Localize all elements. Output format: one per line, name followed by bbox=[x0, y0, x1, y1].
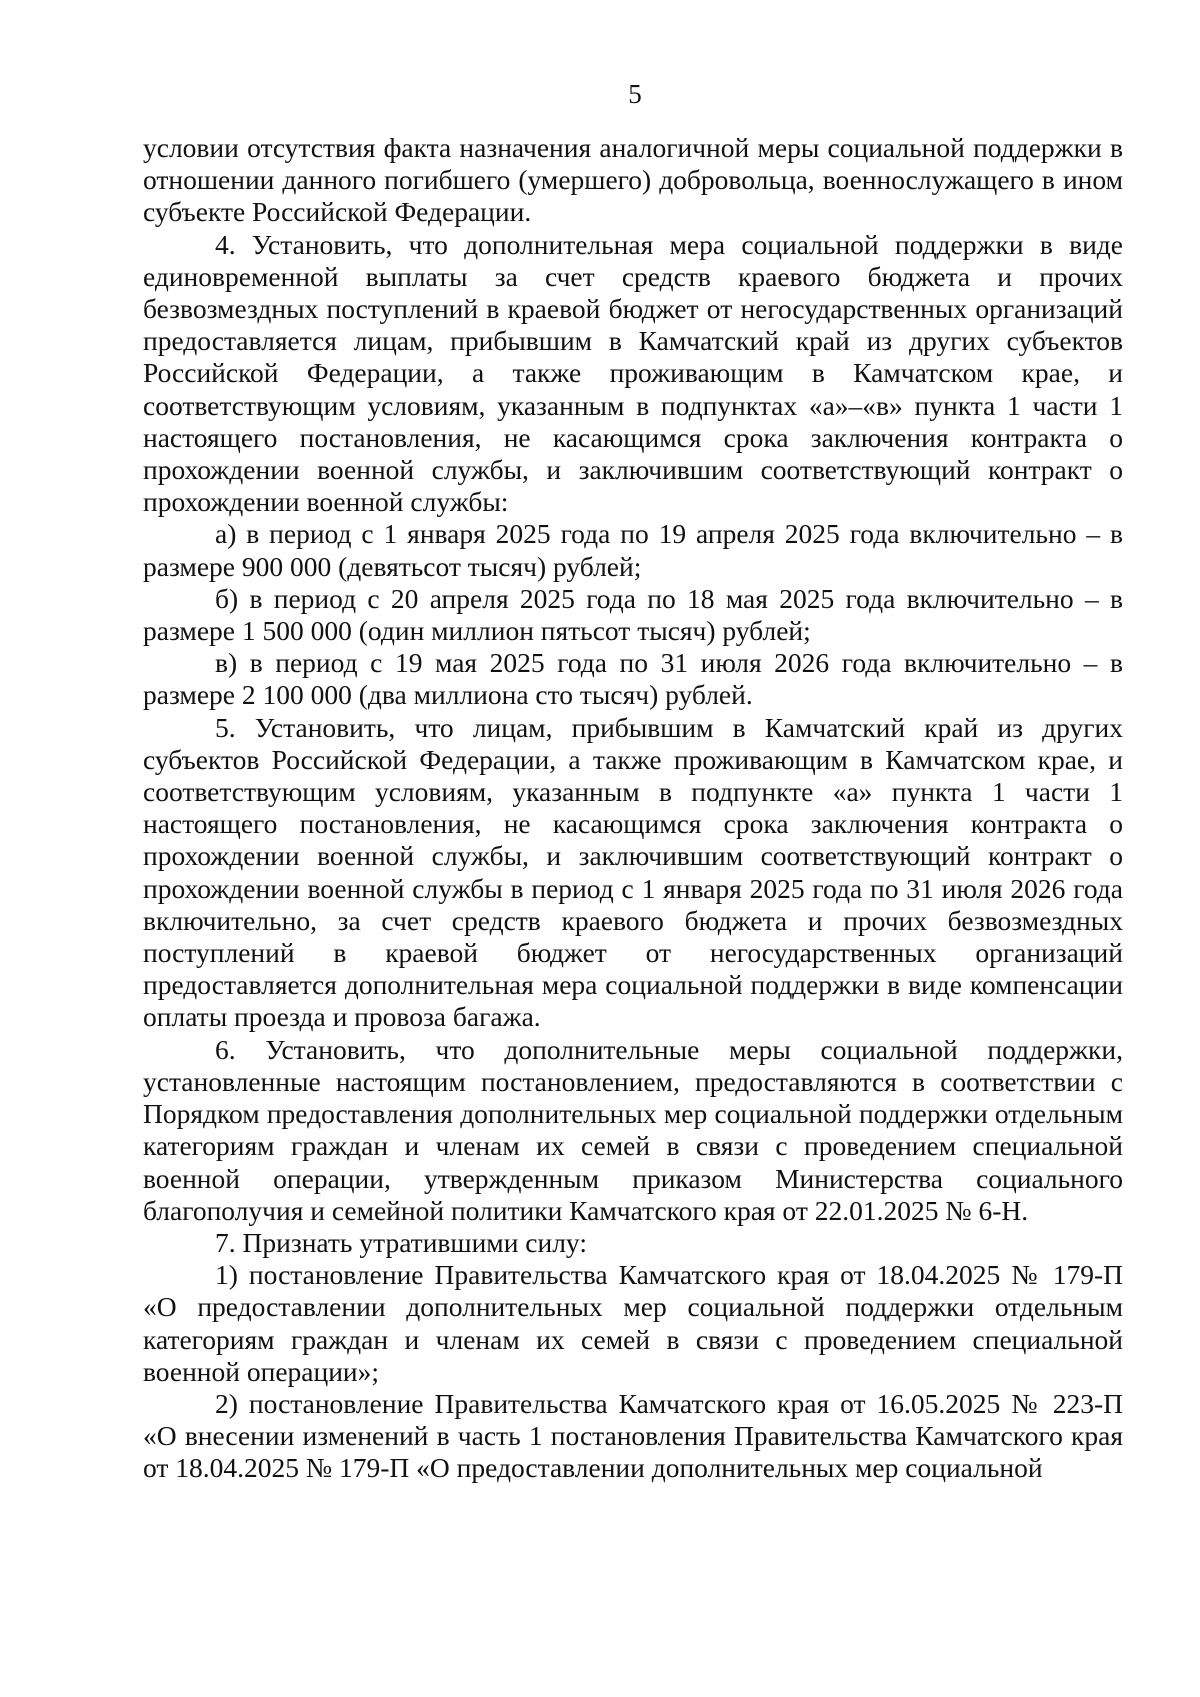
subitem-7-1: 1) постановление Правительства Камчатского края от 18.04.2025 № 179-П «О предоставлении дополнительных мер социальной поддержки отдельным категориям граждан и членам их семей в связи с проведением специальной военной операции»; bbox=[143, 1259, 1123, 1387]
paragraph-continuation: условии отсутствия факта назначения аналогичной меры социальной поддержки в отношении данного погибшего (умершего) добровольца, военнослужащего в ином субъекте Российской Федерации. bbox=[143, 132, 1123, 228]
paragraph-item-4: 4. Установить, что дополнительная мера социальной поддержки в виде единовременной выплаты за счет средств краевого бюджета и прочих безвозмездных поступлений в краевой бюджет от негосударственных организаций предоставляется лицам, прибывшим в Камчатский край из других субъектов Российской Федерации, а также проживающим в Камчатском крае, и соответствующим условиям, указанным в подпунктах «а»–«в» пункта 1 части 1 настоящего постановления, не касающимся срока заключения контракта о прохождении военной службы, и заключившим соответствующий контракт о прохождении военной службы: bbox=[143, 228, 1123, 518]
page-number: 5 bbox=[628, 79, 642, 109]
paragraph-item-5: 5. Установить, что лицам, прибывшим в Камчатский край из других субъектов Российской Федерации, а также проживающим в Камчатском крае, и соответствующим условиям, указанным в подпункте «а» пункта 1 части 1 настоящего постановления, не касающимся срока заключения контракта о прохождении военной службы, и заключившим соответствующий контракт о прохождении военной службы в период с 1 января 2025 года по 31 июля 2026 года включительно, за счет средств краевого бюджета и прочих безвозмездных поступлений в краевой бюджет от негосударственных организаций предоставляется дополнительная мера социальной поддержки в виде компенсации оплаты проезда и провоза багажа. bbox=[143, 711, 1123, 1033]
subitem-4a: а) в период с 1 января 2025 года по 19 апреля 2025 года включительно – в размере 900 000 (девятьсот тысяч) рублей; bbox=[143, 518, 1123, 582]
paragraph-item-7: 7. Признать утратившими силу: bbox=[215, 1226, 587, 1258]
subitem-4b: б) в период с 20 апреля 2025 года по 18 мая 2025 года включительно – в размере 1 500 000 (один миллион пятьсот тысяч) рублей; bbox=[143, 582, 1123, 647]
document-body bbox=[143, 132, 1123, 1485]
subitem-4v: в) в период с 19 мая 2025 года по 31 июля 2026 года включительно – в размере 2 100 000 (два миллиона сто тысяч) рублей. bbox=[143, 647, 1123, 711]
subitem-7-2: 2) постановление Правительства Камчатского края от 16.05.2025 № 223-П «О внесении изменений в часть 1 постановления Правительства Камчатского края от 18.04.2025 № 179-П «О предоставлении дополнительных мер социальной bbox=[143, 1387, 1123, 1484]
paragraph-item-6: 6. Установить, что дополнительные меры социальной поддержки, установленные настоящим постановлением, предоставляются в соответствии с Порядком предоставления дополнительных мер социальной поддержки отдельным категориям граждан и членам их семей в связи с проведением специальной военной операции, утвержденным приказом Министерства социального благополучия и семейной политики Камчатского края от 22.01.2025 № 6-Н. bbox=[143, 1033, 1123, 1226]
